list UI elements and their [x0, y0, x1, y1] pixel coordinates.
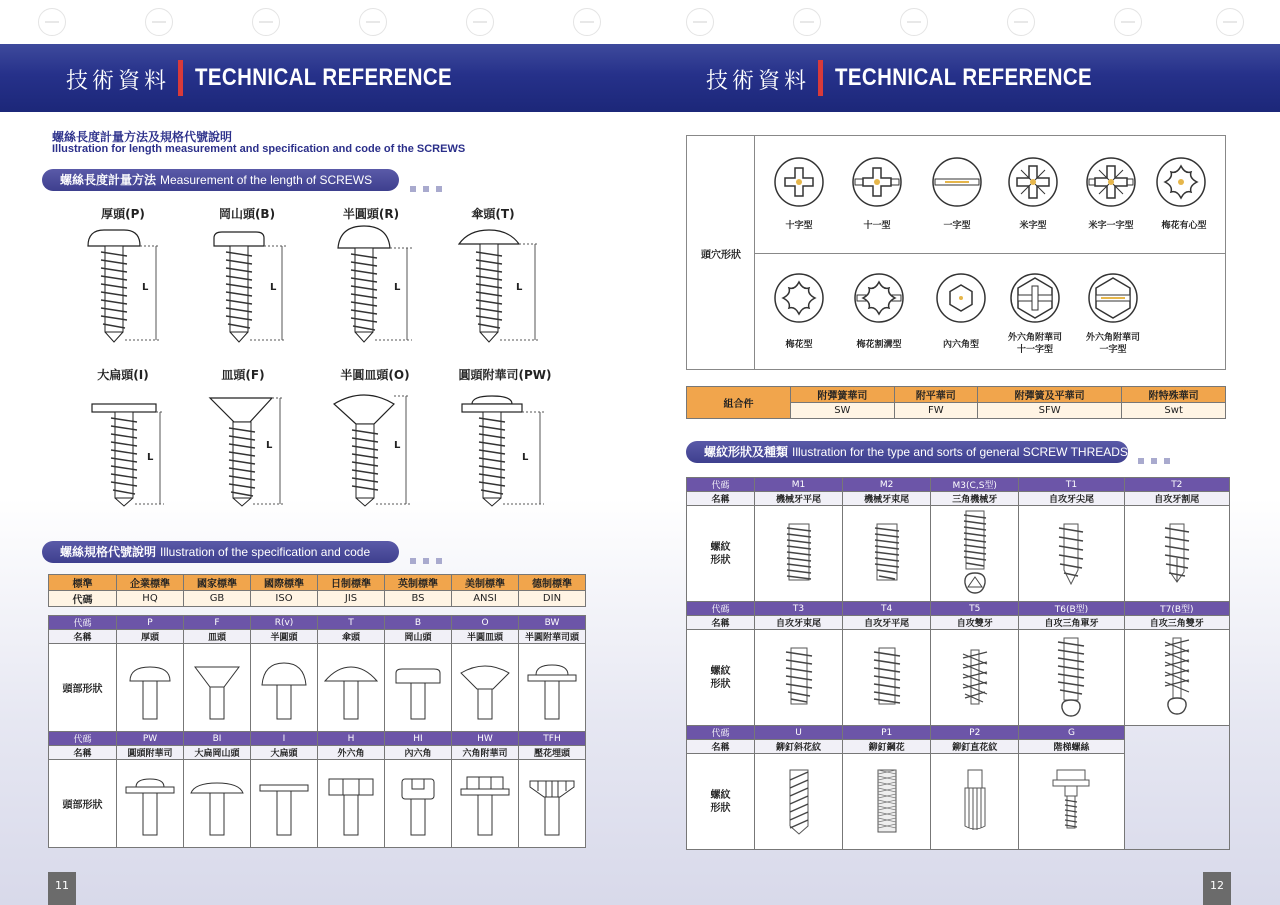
- page-number: 12: [1203, 872, 1231, 905]
- head-name: 岡山頭: [385, 630, 452, 644]
- shape-label: 頭部形狀: [49, 760, 117, 848]
- banner-divider: [818, 60, 823, 96]
- head-code: T: [318, 616, 385, 630]
- head-name: 大扁岡山頭: [184, 746, 251, 760]
- section-pill-threads: [686, 441, 1128, 463]
- name-label: 名稱: [687, 616, 755, 630]
- screw-head-icon: [793, 8, 821, 36]
- head-code-table: [48, 615, 586, 848]
- head-name: 傘頭: [318, 630, 385, 644]
- screw-label: 大扁頭(I): [97, 368, 149, 382]
- standards-name: 德制標準: [519, 575, 586, 591]
- pill-zh: 螺紋形狀及種類: [704, 445, 789, 459]
- assembly-label: 組合件: [687, 387, 791, 419]
- screw-label: 岡山頭(B): [218, 207, 276, 221]
- thread-code: M2: [843, 478, 931, 492]
- screw-label: 皿頭(F): [221, 368, 265, 382]
- code-label: 代碼: [687, 478, 755, 492]
- length-mark: L: [266, 440, 273, 451]
- screw-head-icon: [686, 8, 714, 36]
- thread-code: T6(B型): [1019, 602, 1124, 616]
- head-shape-truss: [385, 644, 452, 732]
- standards-name: 國際標準: [251, 575, 318, 591]
- thread-code: P1: [843, 726, 931, 740]
- assembly-code: Swt: [1122, 403, 1226, 419]
- head-name: 大扁頭: [251, 746, 318, 760]
- head-shape-pan: [117, 644, 184, 732]
- thread-name: 自攻三角單牙: [1019, 616, 1124, 630]
- banner-divider: [178, 60, 183, 96]
- banner-title-zh: 技術資料: [66, 69, 171, 94]
- pill-en: Illustration of the specification and code: [160, 545, 371, 559]
- thread-t7-illustration: [1124, 630, 1229, 726]
- screw-round-head-diagram: [330, 222, 420, 347]
- thread-code: T3: [755, 602, 843, 616]
- standards-name: 美制標準: [452, 575, 519, 591]
- head-code: HW: [452, 732, 519, 746]
- screw-head-icon: [1114, 8, 1142, 36]
- thread-code: U: [755, 726, 843, 740]
- thread-code: T2: [1124, 478, 1229, 492]
- pill-dots: [1138, 449, 1178, 455]
- head-code: H: [318, 732, 385, 746]
- standards-code: BS: [385, 591, 452, 607]
- thread-code: M3(C,S型): [931, 478, 1019, 492]
- length-mark: L: [522, 452, 529, 463]
- length-mark: L: [147, 452, 154, 463]
- thread-name: 機械牙束尾: [843, 492, 931, 506]
- slotted-recess-icon: [931, 156, 983, 208]
- assembly-name: 附特殊華司: [1122, 387, 1226, 403]
- pill-en: Illustration for the type and sorts of general SCREW THREADS: [792, 445, 1128, 459]
- screw-label: 半圓皿頭(O): [340, 368, 410, 382]
- hex-washer-combo-recess-icon: [1009, 272, 1061, 324]
- section-title-en: Illustration for length measurement and specification and code of the SCREWS: [52, 143, 466, 155]
- code-label: 代碼: [49, 616, 117, 630]
- code-label: 代碼: [687, 726, 755, 740]
- thread-name: 自攻牙束尾: [755, 616, 843, 630]
- section-pill-spec: [42, 541, 399, 563]
- name-label: 名稱: [49, 746, 117, 760]
- thread-m2-illustration: [843, 506, 931, 602]
- screw-flat-wafer-head-diagram: [88, 392, 178, 510]
- recess-row-label: 頭穴形狀: [701, 250, 741, 261]
- hex-washer-slot-recess-icon: [1087, 272, 1139, 324]
- head-shape-wafer: [251, 760, 318, 848]
- recess-label: 十字型: [785, 221, 813, 231]
- head-code: P: [117, 616, 184, 630]
- thread-name: 自攻三角雙牙: [1124, 616, 1229, 630]
- standards-code: ISO: [251, 591, 318, 607]
- recess-divider: [755, 253, 1225, 254]
- threads-table: [686, 477, 1230, 850]
- head-shape-large-truss: [184, 760, 251, 848]
- recess-label: 梅花割溝型: [856, 340, 902, 350]
- thread-t1-illustration: [1019, 506, 1124, 602]
- shape-label: 頭部形狀: [49, 644, 117, 732]
- recess-label: 米字一字型: [1088, 221, 1134, 231]
- head-name: 皿頭: [184, 630, 251, 644]
- thread-name: 階梯螺絲: [1019, 740, 1124, 754]
- head-shape-knurled-flat: [519, 760, 586, 848]
- head-shape-pan-washer: [117, 760, 184, 848]
- section-title-zh: 螺絲長度計量方法及規格代號說明: [52, 130, 233, 144]
- head-shape-flat: [184, 644, 251, 732]
- thread-code: T1: [1019, 478, 1124, 492]
- pozidriv-recess-icon: [1007, 156, 1059, 208]
- section-pill-length: [42, 169, 399, 191]
- screw-pan-head-diagram: [80, 222, 170, 347]
- standards-code: JIS: [318, 591, 385, 607]
- decorative-icon-row: [640, 8, 1280, 38]
- screw-head-icon: [900, 8, 928, 36]
- standards-name: 企業標準: [117, 575, 184, 591]
- screw-oval-head-diagram: [330, 388, 420, 510]
- pill-zh: 螺絲規格代號說明: [60, 545, 157, 559]
- thread-name: 自攻牙尖尾: [1019, 492, 1124, 506]
- standards-code: GB: [184, 591, 251, 607]
- screw-head-icon: [252, 8, 280, 36]
- banner-title-en: TECHNICAL REFERENCE: [835, 64, 1093, 91]
- standards-code: ANSI: [452, 591, 519, 607]
- recess-label: 梅花有心型: [1161, 221, 1207, 231]
- thread-p2-illustration: [931, 754, 1019, 850]
- pill-dots: [410, 549, 450, 555]
- torx-recess-icon: [773, 272, 825, 324]
- recess-label: 外六角附華司十一字型: [1007, 333, 1062, 355]
- head-code: F: [184, 616, 251, 630]
- head-shape-socket: [385, 760, 452, 848]
- recess-label: 外六角附華司一字型: [1085, 333, 1140, 355]
- thread-name: 鉚釘直花紋: [931, 740, 1019, 754]
- screw-head-icon: [38, 8, 66, 36]
- head-shape-hex: [318, 760, 385, 848]
- recess-row-head: [687, 136, 755, 369]
- screw-label: 圓頭附華司(PW): [458, 368, 552, 382]
- pill-dots: [410, 177, 450, 183]
- recess-table: [686, 135, 1226, 370]
- recess-label: 梅花型: [785, 340, 813, 350]
- head-name: 外六角: [318, 746, 385, 760]
- thread-code: T4: [843, 602, 931, 616]
- thread-code: T5: [931, 602, 1019, 616]
- pill-en: Measurement of the length of SCREWS: [160, 173, 373, 187]
- screw-label: 傘頭(T): [471, 207, 515, 221]
- head-code: TFH: [519, 732, 586, 746]
- shape-label-cell: [687, 630, 755, 726]
- head-code: PW: [117, 732, 184, 746]
- screw-label: 厚頭(P): [101, 207, 145, 221]
- head-name: 圓頭附華司: [117, 746, 184, 760]
- head-code: B: [385, 616, 452, 630]
- recess-label: 內六角型: [942, 340, 979, 350]
- thread-m1-illustration: [755, 506, 843, 602]
- thread-name: 自攻牙平尾: [843, 616, 931, 630]
- thread-code: G: [1019, 726, 1124, 740]
- head-code: I: [251, 732, 318, 746]
- screw-truss-head-diagram: [204, 222, 294, 347]
- head-code: BI: [184, 732, 251, 746]
- standards-name: 英制標準: [385, 575, 452, 591]
- head-name: 壓花埋頭: [519, 746, 586, 760]
- length-mark: L: [142, 282, 149, 293]
- head-code: BW: [519, 616, 586, 630]
- head-shape-hex-washer: [452, 760, 519, 848]
- shape-label: 螺紋形狀: [710, 665, 731, 690]
- screw-label: 半圓頭(R): [342, 207, 400, 221]
- combo-cross-slot-recess-icon: [851, 156, 903, 208]
- screw-round-washer-head-diagram: [456, 392, 556, 510]
- shape-label: 螺紋形狀: [710, 789, 731, 814]
- head-name: 厚頭: [117, 630, 184, 644]
- name-label: 名稱: [687, 740, 755, 754]
- shape-label: 螺紋形狀: [710, 541, 731, 566]
- torx-slot-recess-icon: [853, 272, 905, 324]
- standards-row-label: 標準: [49, 575, 117, 591]
- shape-label-cell: [687, 754, 755, 850]
- assembly-name: 附平華司: [894, 387, 977, 403]
- assembly-name: 附彈簧華司: [791, 387, 895, 403]
- head-shape-round: [251, 644, 318, 732]
- thread-t6-illustration: [1019, 630, 1124, 726]
- length-mark: L: [270, 282, 277, 293]
- standards-name: 國家標準: [184, 575, 251, 591]
- thread-code: M1: [755, 478, 843, 492]
- page-banner: [0, 44, 640, 112]
- assembly-code: SW: [791, 403, 895, 419]
- pozidriv-slot-recess-icon: [1085, 156, 1137, 208]
- phillips-recess-icon: [773, 156, 825, 208]
- head-name: 半圓頭: [251, 630, 318, 644]
- head-name: 內六角: [385, 746, 452, 760]
- page-banner: [640, 44, 1280, 112]
- thread-m3-illustration: [931, 506, 1019, 602]
- thread-t3-illustration: [755, 630, 843, 726]
- thread-name: 鉚釘斜花紋: [755, 740, 843, 754]
- recess-label: 十一型: [863, 221, 891, 231]
- thread-t4-illustration: [843, 630, 931, 726]
- standards-row-label: 代碼: [49, 591, 117, 607]
- thread-name: 自攻雙牙: [931, 616, 1019, 630]
- head-code: HI: [385, 732, 452, 746]
- code-label: 代碼: [687, 602, 755, 616]
- standards-table: [48, 574, 586, 607]
- thread-code: T7(B型): [1124, 602, 1229, 616]
- head-name: 半圓附華司頭: [519, 630, 586, 644]
- screw-head-icon: [1216, 8, 1244, 36]
- standards-name: 日制標準: [318, 575, 385, 591]
- recess-label: 米字型: [1019, 221, 1047, 231]
- screw-head-icon: [359, 8, 387, 36]
- thread-p1-illustration: [843, 754, 931, 850]
- thread-u-illustration: [755, 754, 843, 850]
- code-label: 代碼: [49, 732, 117, 746]
- screw-flat-head-diagram: [206, 392, 296, 510]
- decorative-icon-row: [0, 8, 640, 38]
- thread-name: 三角機械牙: [931, 492, 1019, 506]
- screw-head-icon: [145, 8, 173, 36]
- head-shape-oval: [452, 644, 519, 732]
- head-name: 半圓皿頭: [452, 630, 519, 644]
- assembly-table: [686, 386, 1226, 419]
- page-number: 11: [48, 872, 76, 905]
- screw-head-icon: [1007, 8, 1035, 36]
- banner-title-en: TECHNICAL REFERENCE: [195, 64, 453, 91]
- length-mark: L: [394, 282, 401, 293]
- shape-label-cell: [687, 506, 755, 602]
- pill-zh: 螺絲長度計量方法: [60, 173, 157, 187]
- hex-socket-recess-icon: [935, 272, 987, 324]
- thread-t2-illustration: [1124, 506, 1229, 602]
- thread-name: 自攻牙割尾: [1124, 492, 1229, 506]
- head-shape-mushroom: [318, 644, 385, 732]
- head-name: 六角附華司: [452, 746, 519, 760]
- name-label: 名稱: [687, 492, 755, 506]
- banner-title-zh: 技術資料: [706, 69, 811, 94]
- thread-t5-illustration: [931, 630, 1019, 726]
- assembly-code: SFW: [977, 403, 1121, 419]
- screw-mushroom-head-diagram: [455, 222, 545, 347]
- head-shape-round-washer: [519, 644, 586, 732]
- thread-g-illustration: [1019, 754, 1124, 850]
- screw-head-icon: [573, 8, 601, 36]
- thread-code: P2: [931, 726, 1019, 740]
- torx-pin-recess-icon: [1155, 156, 1207, 208]
- assembly-code: FW: [894, 403, 977, 419]
- empty-cell: [1124, 726, 1229, 850]
- assembly-name: 附彈簧及平華司: [977, 387, 1121, 403]
- screw-head-icon: [466, 8, 494, 36]
- standards-code: HQ: [117, 591, 184, 607]
- thread-name: 機械牙平尾: [755, 492, 843, 506]
- length-mark: L: [516, 282, 523, 293]
- recess-label: 一字型: [943, 221, 971, 231]
- standards-code: DIN: [519, 591, 586, 607]
- head-code: O: [452, 616, 519, 630]
- length-mark: L: [394, 440, 401, 451]
- head-code: R(v): [251, 616, 318, 630]
- name-label: 名稱: [49, 630, 117, 644]
- thread-name: 鉚釘鋼花: [843, 740, 931, 754]
